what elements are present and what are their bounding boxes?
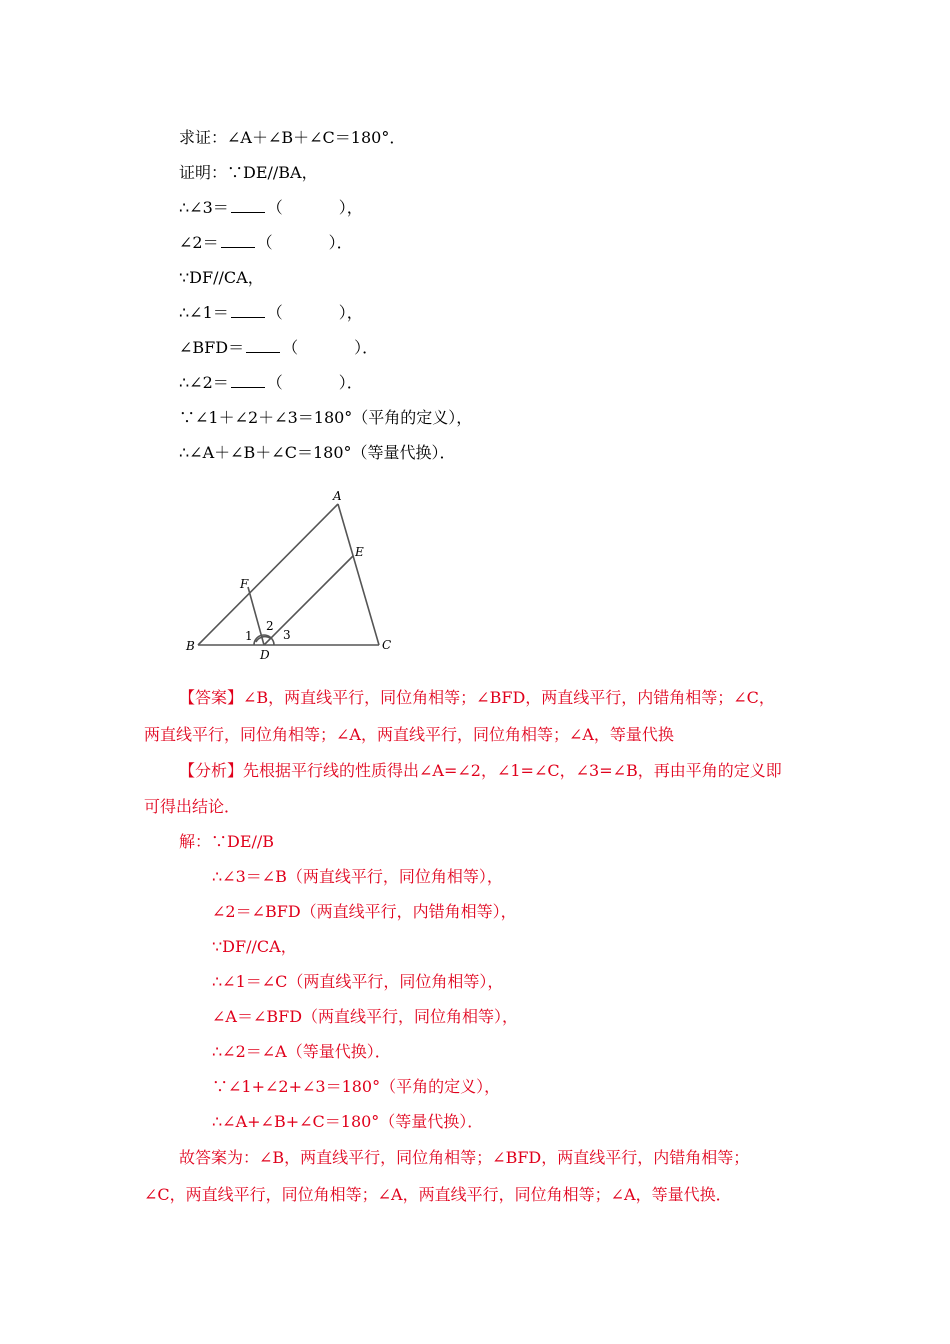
label-e: E <box>355 545 364 559</box>
proof-step-2a: ∠2＝ （ ）． <box>179 233 353 252</box>
solution-step: ∵∠1+∠2+∠3＝180°（平角的定义）， <box>212 1077 501 1096</box>
answer-line-1: 【答案】∠B，两直线平行，同位角相等；∠BFD，两直线平行，内错角相等；∠C， <box>179 688 775 707</box>
answer-blank[interactable] <box>246 338 280 353</box>
proof-conclusion: ∴∠A＋∠B＋∠C＝180°（等量代换）． <box>179 443 456 462</box>
solution-step: ∠A＝∠BFD（两直线平行，同位角相等）， <box>212 1007 519 1026</box>
proof-straight-angle: ∵∠1＋∠2＋∠3＝180°（平角的定义）， <box>179 408 473 427</box>
analysis-line-1: 【分析】先根据平行线的性质得出∠A=∠2，∠1=∠C，∠3=∠B，再由平角的定义即 <box>179 761 782 780</box>
answer-blank[interactable] <box>231 373 265 388</box>
solution-step: ∴∠2＝∠A（等量代换）． <box>212 1042 391 1061</box>
solution-step: ∠2＝∠BFD（两直线平行，内错角相等）， <box>212 902 517 921</box>
label-f: F <box>240 577 249 591</box>
label-b: B <box>186 639 195 653</box>
label-d: D <box>260 648 270 662</box>
proof-goal: 求证：∠A＋∠B＋∠C＝180°． <box>179 128 406 147</box>
label-c: C <box>382 638 392 652</box>
label-angle-2: 2 <box>266 619 274 633</box>
answer-blank[interactable] <box>231 198 265 213</box>
label-angle-3: 3 <box>283 628 291 642</box>
analysis-line-2: 可得出结论． <box>144 797 241 816</box>
conclusion-line-2: ∠C，两直线平行，同位角相等；∠A，两直线平行，同位角相等；∠A，等量代换． <box>144 1185 732 1204</box>
solution-step: ∴∠1＝∠C（两直线平行，同位角相等）， <box>212 972 504 991</box>
proof-step-bfd: ∠BFD＝ （ ）． <box>179 338 379 357</box>
answer-line-2: 两直线平行，同位角相等；∠A，两直线平行，同位角相等；∠A，等量代换 <box>144 725 674 744</box>
solution-step: ∴∠A+∠B+∠C＝180°（等量代换）． <box>212 1112 484 1131</box>
answer-blank[interactable] <box>231 303 265 318</box>
proof-step-2b: ∴∠2＝ （ ）． <box>179 373 363 392</box>
analysis-label: 【分析】 <box>179 761 244 780</box>
triangle-figure <box>180 484 400 664</box>
proof-step-3: ∴∠3＝ （ ）， <box>179 198 363 217</box>
answer-label: 【答案】 <box>179 688 244 707</box>
solution-start: 解：∵DE//B <box>179 832 275 851</box>
proof-step-1: ∴∠1＝ （ ）， <box>179 303 363 322</box>
label-a: A <box>333 489 342 503</box>
proof-parallel-df: ∵DF//CA， <box>179 268 264 287</box>
solution-step: ∵DF//CA， <box>212 937 297 956</box>
conclusion-line-1: 故答案为：∠B，两直线平行，同位角相等；∠BFD，两直线平行，内错角相等； <box>179 1148 750 1167</box>
label-angle-1: 1 <box>245 629 253 643</box>
segment-de <box>264 556 353 645</box>
segment-ac <box>338 504 379 645</box>
answer-blank[interactable] <box>221 233 255 248</box>
proof-start: 证明：∵DE//BA， <box>179 163 318 182</box>
solution-step: ∴∠3＝∠B（两直线平行，同位角相等）， <box>212 867 503 886</box>
